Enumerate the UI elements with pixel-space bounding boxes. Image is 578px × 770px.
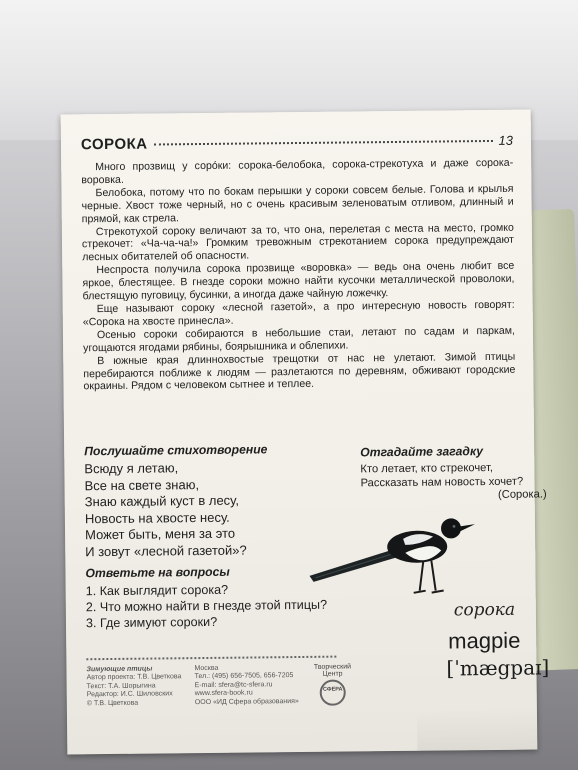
paragraph: Белобока, потому что по бокам перышки у сороки совсем белые. Голова и крылья черные. Хвост тоже черный, но с очень красивым зеленоватым отливом, длинный и прямой, как стрела.	[81, 182, 514, 225]
footer-credits	[86, 665, 181, 708]
riddle-line: Рассказать нам новость хочет?	[360, 475, 524, 490]
logo-text: СФЕРА	[322, 686, 343, 693]
paragraph: Еще называют сороку «лесной газетой», а про интересную новость говорят: «Сорока на хвосте принесла».	[82, 298, 515, 329]
footer-line: Автор проекта: Т.В. Цветкова	[86, 673, 182, 682]
publisher-line: Творческий	[313, 663, 352, 671]
questions-section	[85, 563, 386, 631]
card-content	[80, 122, 550, 707]
footer-line: ООО «ИД Сфера образования»	[194, 697, 299, 706]
page-number: 13	[498, 132, 514, 148]
footer-line: Тел.: (495) 656-7505, 656-7205	[194, 672, 294, 681]
paper-shading	[417, 710, 537, 751]
footer-line: Москва	[194, 664, 219, 673]
footer-line: Зимующие птицы	[86, 665, 153, 674]
poem-line: Знаю каждый куст в лесу,	[84, 492, 240, 510]
publisher-line: Центр	[322, 670, 343, 678]
poem-line: Все на свете знаю,	[84, 476, 200, 493]
questions-heading: Ответьте на вопросы	[85, 564, 230, 581]
poem-line: И зовут «лесной газетой»?	[85, 542, 247, 559]
riddle-answer: (Сорока.)	[497, 488, 547, 501]
question-item: 2. Что можно найти в гнезде этой птицы?	[85, 597, 328, 615]
riddle-heading: Отгадайте загадку	[360, 444, 484, 460]
card-title: СОРОКА	[80, 135, 148, 154]
title-row	[81, 132, 513, 154]
paragraph: Неспроста получила сорока прозвище «воровка» — ведь она очень любит все яркое, блестящее. В гнезде сороки можно найти кусочки металлической проволоки, блестящую пуговицу, бусинки, а иногда даже чайную ложечку.	[82, 259, 515, 303]
publisher-logo	[308, 663, 356, 706]
educational-card	[61, 110, 550, 755]
title-leader-dots	[154, 140, 493, 146]
footer-line: Текст: Т.А. Шорыгина	[86, 682, 156, 691]
question-item: 1. Как выглядит сорока?	[85, 582, 229, 599]
english-word: magpie	[448, 627, 521, 654]
poem-line: Может быть, меня за это	[84, 525, 236, 543]
paragraph: Много прозвищ у соро́ки: сорока-белобока, сорока-стрекотуха и даже сорока-воровка.	[81, 156, 514, 187]
paragraph: Стрекотухой сороку величают за то, что она, перелетая с места на место, громко стрекочет: «Ча-ча-ча!» Громким тревожным стрекотанием сорока предупреждают лесных обитателей об опасности.	[81, 221, 515, 264]
question-item: 3. Где зимуют сороки?	[85, 614, 218, 631]
article-text	[81, 157, 515, 394]
footer-line: E-mail: sfera@tc-sfera.ru	[194, 681, 273, 689]
footer-contacts	[194, 664, 298, 707]
poem-heading: Послушайте стихотворение	[84, 442, 268, 459]
poem-section	[84, 442, 335, 561]
paragraph: В южные края длиннохвостые трещотки от нас не улетают. Зимой птицы перебираются поближе к людям — разлетаются по деревням, обживают городские окраины. Рядом с человеком сытнее и теплее.	[83, 350, 516, 393]
riddle-line: Кто летает, кто стрекочет,	[360, 461, 494, 476]
poem-line: Новость на хвосте несу.	[84, 509, 230, 526]
paragraph: Осенью сороки собираются в небольшие стаи, летают по садам и паркам, угощаются ягодами рябины, боярышника и облепихи.	[83, 324, 516, 354]
footer-divider	[86, 656, 336, 661]
transcription: [ˈmægpaɪ]	[446, 655, 550, 681]
footer-line: © Т.В. Цветкова	[86, 699, 139, 707]
logo-emblem	[320, 680, 346, 706]
footer-line: Редактор: И.С. Шиловских	[86, 690, 173, 699]
russian-cursive-word: сорока	[453, 599, 516, 621]
poem-line: Всюду я летаю,	[84, 460, 179, 477]
footer-line: www.sfera-book.ru	[194, 689, 253, 698]
